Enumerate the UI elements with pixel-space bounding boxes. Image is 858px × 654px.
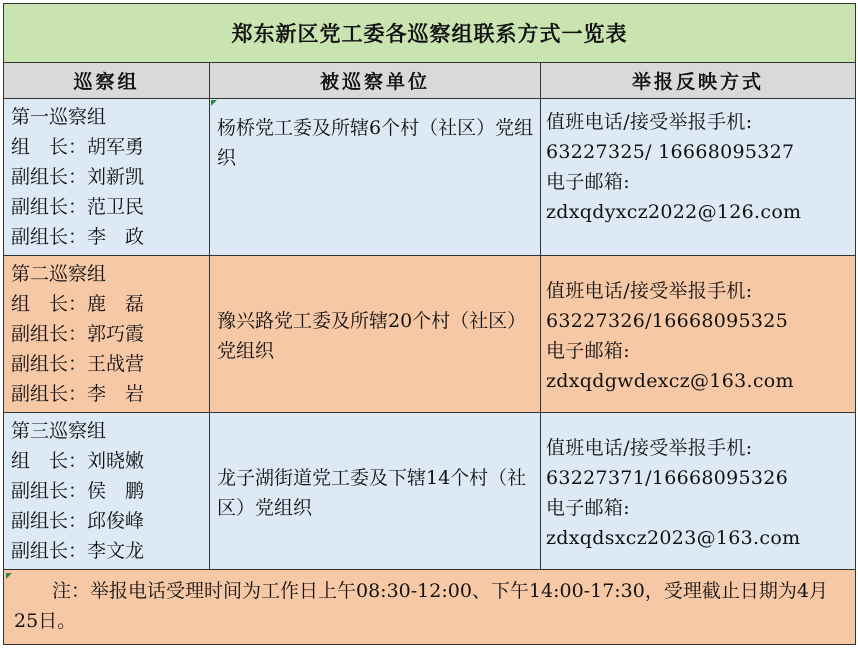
- email-label: 电子邮箱:: [546, 171, 630, 193]
- contact-cell: [541, 413, 856, 570]
- hotline-numbers: 63227371/16668095326: [546, 467, 789, 489]
- hotline-numbers: 63227326/16668095325: [546, 310, 789, 332]
- group-name: 第一巡察组: [11, 106, 107, 128]
- table-row: [4, 413, 856, 570]
- cell-comment-marker: [6, 573, 12, 579]
- unit-cell: 豫兴路党工委及所辖20个村（社区）党组织: [210, 256, 541, 413]
- email-address: zdxqdsxcz2023@163.com: [546, 527, 801, 549]
- hotline-label: 值班电话/接受举报手机:: [546, 111, 753, 133]
- hotline-label: 值班电话/接受举报手机:: [546, 437, 753, 459]
- email-address: zdxqdyxcz2022@126.com: [546, 201, 802, 223]
- group-name: 第二巡察组: [11, 263, 107, 285]
- contact-cell: [541, 99, 856, 256]
- group-leader: 组 长：刘晓嫩: [11, 450, 145, 472]
- unit-cell: 杨桥党工委及所辖6个村（社区）党组织: [210, 99, 541, 256]
- hotline-numbers: 63227325/ 16668095327: [546, 141, 795, 163]
- group-name: 第三巡察组: [11, 420, 107, 442]
- group-deputy: 副组长：李 政: [11, 226, 145, 248]
- header-group: 巡察组: [4, 63, 210, 99]
- email-address: zdxqdgwdexcz@163.com: [546, 370, 794, 392]
- group-deputy: 副组长：侯 鹏: [11, 480, 145, 502]
- note-row: [4, 570, 856, 645]
- group-cell: [4, 99, 210, 256]
- email-label: 电子邮箱:: [546, 340, 630, 362]
- table-title: 郑东新区党工委各巡察组联系方式一览表: [4, 4, 856, 63]
- group-deputy: 副组长：范卫民: [11, 196, 145, 218]
- group-deputy: 副组长：刘新凯: [11, 166, 145, 188]
- table-row: [4, 256, 856, 413]
- group-deputy: 副组长：王战营: [11, 353, 145, 375]
- contact-table: [3, 3, 856, 645]
- group-leader: 组 长：胡军勇: [11, 136, 145, 158]
- group-deputy: 副组长：郭巧霞: [11, 323, 145, 345]
- note-text: 注：举报电话受理时间为工作日上午08:30-12:00、下午14:00-17:30，受理截止日期为4月25日。: [14, 580, 828, 632]
- group-deputy: 副组长：邱俊峰: [11, 510, 145, 532]
- note-cell: [4, 570, 856, 645]
- group-deputy: 副组长：李 岩: [11, 383, 145, 405]
- cell-comment-marker: [211, 100, 217, 106]
- group-cell: [4, 256, 210, 413]
- table-row: [4, 99, 856, 256]
- group-cell: [4, 413, 210, 570]
- contact-cell: [541, 256, 856, 413]
- hotline-label: 值班电话/接受举报手机:: [546, 280, 753, 302]
- group-leader: 组 长：鹿 磊: [11, 293, 145, 315]
- group-deputy: 副组长：李文龙: [11, 540, 145, 562]
- unit-cell: 龙子湖街道党工委及下辖14个村（社区）党组织: [210, 413, 541, 570]
- email-label: 电子邮箱:: [546, 497, 630, 519]
- header-contact: 举报反映方式: [541, 63, 856, 99]
- header-unit: 被巡察单位: [210, 63, 541, 99]
